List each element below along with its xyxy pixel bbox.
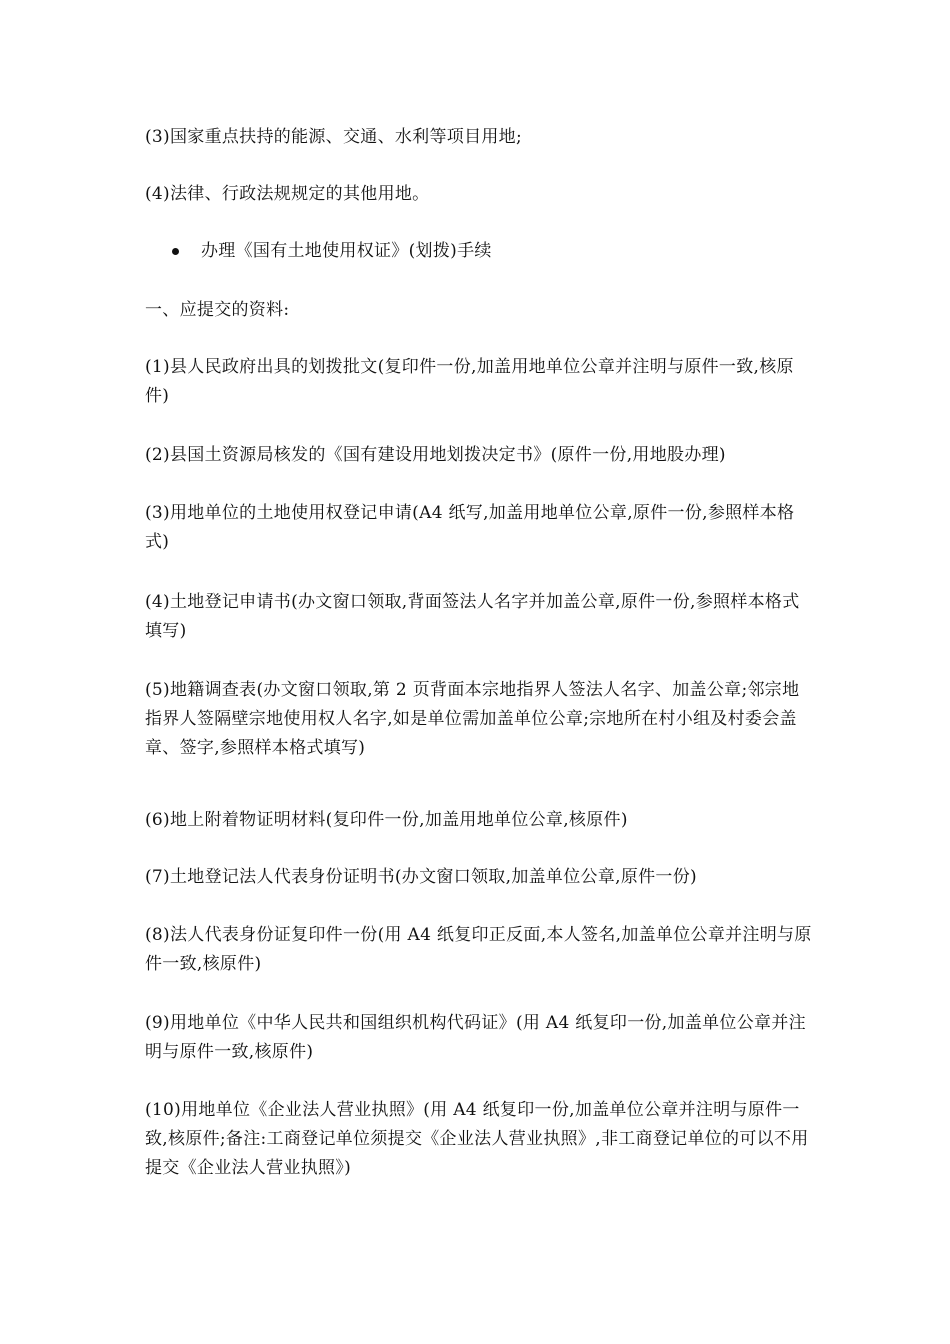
- bullet-heading: [172, 237, 812, 266]
- material-item-10: (10)用地单位《企业法人营业执照》(用 A4 纸复印一份,加盖单位公章并注明与原件一致,核原件;备注:工商登记单位须提交《企业法人营业执照》,非工商登记单位的可以不用提交《企业法人营业执照》): [145, 1100, 809, 1178]
- material-item-4: (4)土地登记申请书(办文窗口领取,背面签法人名字并加盖公章,原件一份,参照样本格式填写): [145, 592, 800, 641]
- material-item-3: (3)用地单位的土地使用权登记申请(A4 纸写,加盖用地单位公章,原件一份,参照样本格式): [145, 503, 795, 552]
- material-item-1: (1)县人民政府出具的划拨批文(复印件一份,加盖用地单位公章并注明与原件一致,核原件): [145, 357, 794, 406]
- bullet-heading-text: 办理《国有土地使用权证》(划拨)手续: [201, 241, 492, 261]
- paragraph-item-4-other-land: (4)法律、行政法规规定的其他用地。: [145, 184, 430, 204]
- material-item-8: (8)法人代表身份证复印件一份(用 A4 纸复印正反面,本人签名,加盖单位公章并注明与原件一致,核原件): [145, 925, 812, 974]
- material-item-2: (2)县国土资源局核发的《国有建设用地划拨决定书》(原件一份,用地股办理): [145, 445, 726, 465]
- material-item-9: (9)用地单位《中华人民共和国组织机构代码证》(用 A4 纸复印一份,加盖单位公章并注明与原件一致,核原件): [145, 1013, 806, 1062]
- bullet-dot-icon: [172, 248, 179, 255]
- material-item-6: (6)地上附着物证明材料(复印件一份,加盖用地单位公章,核原件): [145, 810, 628, 830]
- paragraph-item-3-land-use: (3)国家重点扶持的能源、交通、水利等项目用地;: [145, 127, 523, 147]
- material-item-7: (7)土地登记法人代表身份证明书(办文窗口领取,加盖单位公章,原件一份): [145, 867, 697, 887]
- material-item-5: (5)地籍调查表(办文窗口领取,第 2 页背面本宗地指界人签法人名字、加盖公章;邻宗地指界人签隔壁宗地使用权人名字,如是单位需加盖单位公章;宗地所在村小组及村委会盖章、签字,参照样本格式填写): [145, 680, 800, 758]
- section-heading-materials: 一、应提交的资料:: [145, 300, 290, 320]
